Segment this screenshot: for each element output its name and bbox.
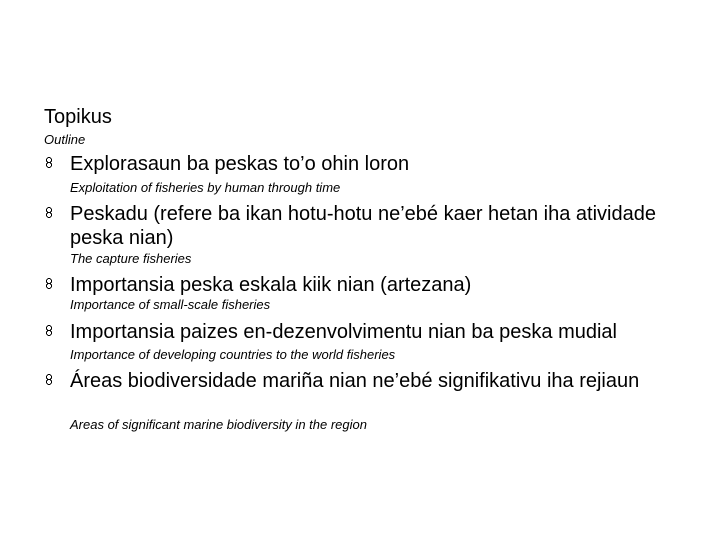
bullet-translation: Importance of developing countries to the world fisheries [70, 347, 396, 362]
bullet-item [44, 152, 704, 198]
square-bullet-icon [44, 278, 54, 288]
bullet-item [44, 320, 704, 366]
bullet-translation: Areas of significant marine biodiversity in the region [70, 417, 367, 432]
bullet-text: Peskadu (refere ba ikan hotu-hotu ne’ebé kaer hetan iha atividade peska nian) [70, 203, 656, 249]
square-bullet-icon [44, 157, 54, 167]
slide-subtitle: Outline [44, 132, 86, 147]
bullet-item [44, 369, 704, 437]
bullet-text: Explorasaun ba peskas to’o ohin loron [70, 153, 410, 175]
bullet-translation: Importance of small-scale fisheries [70, 297, 271, 312]
square-bullet-icon [44, 207, 54, 217]
bullet-text: Áreas biodiversidade mariña nian ne’ebé signifikativu iha rejiaun [70, 370, 640, 392]
slide-title: Topikus [44, 106, 112, 128]
square-bullet-icon [44, 374, 54, 384]
bullet-item [44, 202, 704, 270]
bullet-translation: The capture fisheries [70, 251, 192, 266]
bullet-text: Importansia peska eskala kiik nian (artezana) [70, 274, 472, 296]
bullet-translation: Exploitation of fisheries by human through time [70, 180, 341, 195]
square-bullet-icon [44, 325, 54, 335]
bullet-text: Importansia paizes en-dezenvolvimentu nian ba peska mudial [70, 321, 617, 343]
bullet-item [44, 273, 704, 319]
